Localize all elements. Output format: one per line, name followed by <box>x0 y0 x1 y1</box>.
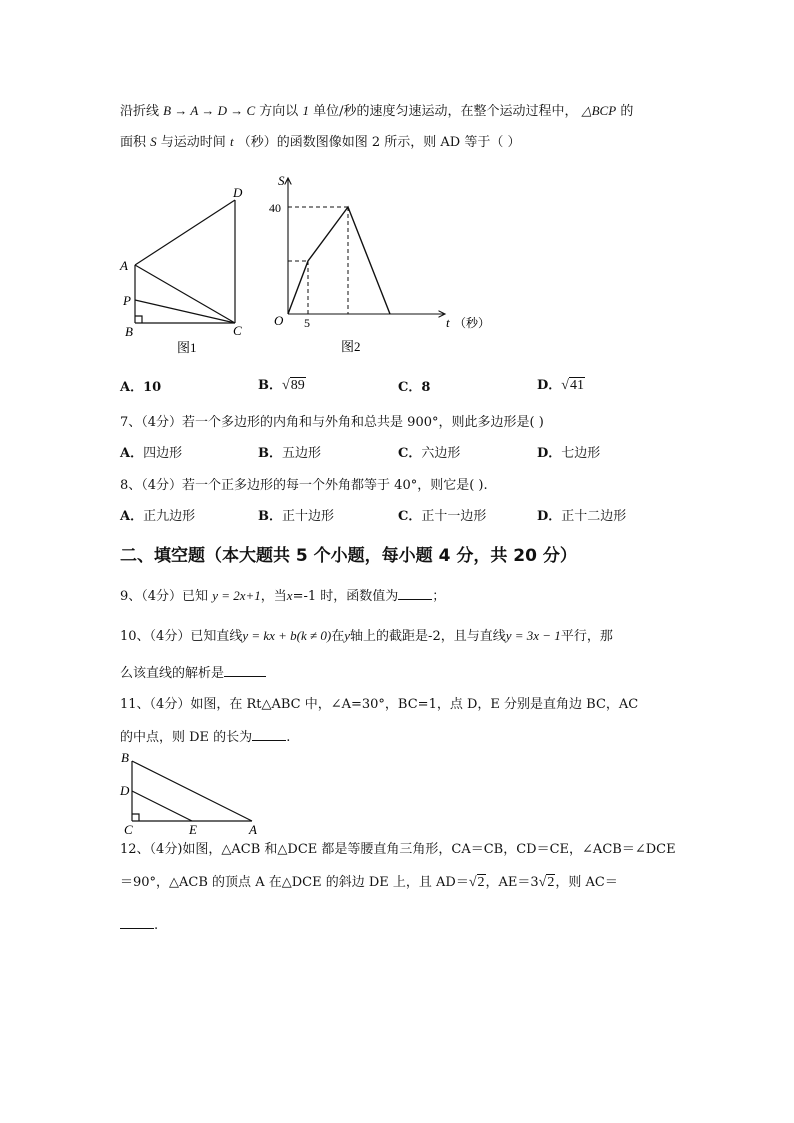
q11-label-c: C <box>124 822 133 837</box>
fig1-side-ad <box>135 200 235 265</box>
sqrt-symbol: √2 <box>468 875 485 890</box>
q7-option-a: A．四边形 <box>120 446 183 461</box>
q8-option-b: B．正十边形 <box>258 509 335 524</box>
section-heading: 二、填空题（本大题共 5 个小题，每小题 4 分，共 20 分） <box>120 546 577 566</box>
q9-stem: 9、（4分）已知 y = 2x+1，当x=-1 时，函数值为 ； <box>120 588 446 604</box>
fig1-segment-ac <box>135 265 235 323</box>
q7-stem: 7、（4分）若一个多边形的内角和与外角和总共是 900°，则此多边形是( ) <box>120 415 544 430</box>
q12-answer-blank[interactable] <box>120 916 154 929</box>
q11-label-e: E <box>189 822 197 837</box>
q11-label-a: A <box>249 822 257 837</box>
q8-option-a: A．正九边形 <box>120 509 196 524</box>
q11-figure <box>115 748 265 838</box>
q12-line-1: 12、（4分)如图，△ACB 和△DCE 都是等腰直角三角形，CA＝CB，CD＝CE，∠ACB＝∠DCE <box>120 842 676 857</box>
q6-option-d: D．√41 <box>537 378 584 393</box>
fig2-label-unit: （秒） <box>454 316 491 330</box>
q6-line-1: 沿折线 B → A → D → C 方向以 1 单位/秒的速度匀速运动，在整个运动过程中， △BCP 的 <box>120 103 634 119</box>
fig1-right-angle <box>135 316 142 323</box>
q7-option-d: D．七边形 <box>537 446 601 461</box>
q10-line-1: 10、（4分）已知直线y = kx + b(k ≠ 0)在y轴上的截距是-2，且与直线y = 3x − 1平行，那 <box>120 628 613 644</box>
sqrt-symbol: √41 <box>561 378 584 393</box>
q12-line-3: . <box>120 916 158 934</box>
q11-answer-blank[interactable] <box>252 728 286 741</box>
fig2-label-40: 40 <box>269 201 281 215</box>
q10-line-2: 么该直线的解析是 <box>120 664 266 682</box>
q11-line-2: 的中点，则 DE 的长为 . <box>120 730 291 745</box>
fig2-caption: 图2 <box>341 339 361 354</box>
q10-answer-blank[interactable] <box>224 664 266 677</box>
fig2-label-5: 5 <box>304 316 310 330</box>
q11-line-1: 11、（4分）如图，在 Rt△ABC 中，∠A=30°，BC=1，点 D，E 分别是直角边 BC，AC <box>120 697 639 712</box>
q6-option-b: B．√89 <box>258 378 305 393</box>
q8-option-c: C．正十一边形 <box>398 509 487 524</box>
fig1-label-p: P <box>123 293 131 308</box>
fig1-label-a: A <box>120 258 128 273</box>
fig1-label-d: D <box>233 185 243 200</box>
q12-line-2: ＝90°，△ACB 的顶点 A 在△DCE 的斜边 DE 上，且 AD＝√2，AE＝3√2，则 AC＝ <box>120 875 618 890</box>
q6-option-a: A．10 <box>120 380 162 395</box>
sqrt-symbol: √89 <box>282 378 305 393</box>
q11-side-ab <box>132 761 252 821</box>
q7-option-c: C．六边形 <box>398 446 461 461</box>
q11-label-b: B <box>121 750 129 765</box>
q8-stem: 8、（4分）若一个正多边形的每一个外角都等于 40°，则它是( ). <box>120 478 488 493</box>
q6-line-2: 面积 S 与运动时间 t （秒）的函数图像如图 2 所示，则 AD 等于（ ） <box>120 134 521 150</box>
fig1-label-b: B <box>125 324 133 339</box>
q7-option-b: B．五边形 <box>258 446 322 461</box>
fig2-label-s: S <box>278 173 285 188</box>
q6-figure-2 <box>265 168 495 358</box>
q6-figure-1 <box>115 180 255 360</box>
q9-answer-blank[interactable] <box>398 587 432 600</box>
q11-segment-de <box>132 791 192 821</box>
fig1-label-c: C <box>233 323 242 338</box>
fig2-label-o: O <box>274 313 284 328</box>
q6-option-c: C．8 <box>398 380 431 395</box>
fig2-label-t: t <box>446 315 450 330</box>
q8-option-d: D．正十二边形 <box>537 509 627 524</box>
q11-label-d: D <box>120 783 130 798</box>
fig1-caption: 图1 <box>177 340 197 355</box>
sqrt-symbol: √2 <box>538 875 555 890</box>
fig1-segment-pc <box>135 300 235 323</box>
q11-right-angle <box>132 814 139 821</box>
